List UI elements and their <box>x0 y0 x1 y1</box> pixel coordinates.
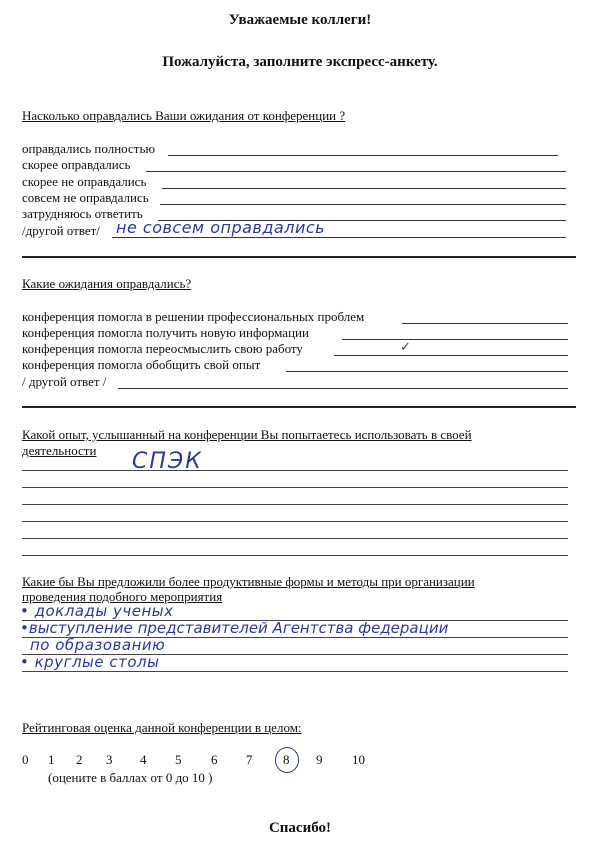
q2-option-1: конференция помогла в решении профессиональных проблем <box>22 309 365 324</box>
q1-title: Насколько оправдались Ваши ожидания от конференции ? <box>22 108 346 123</box>
q1-answer-line-2[interactable] <box>146 171 566 172</box>
section-divider-2 <box>22 406 576 408</box>
q2-answer-line-2[interactable] <box>342 339 568 340</box>
q3-answer-line-3[interactable] <box>22 504 568 505</box>
q4-answer-line-3[interactable] <box>22 654 568 655</box>
q4-answer-line-2[interactable] <box>22 637 568 638</box>
q2-option-3: конференция помогла переосмыслить свою работу <box>22 341 303 356</box>
rating-3[interactable]: 3 <box>106 752 113 767</box>
rating-9[interactable]: 9 <box>316 752 323 767</box>
rating-7[interactable]: 7 <box>246 752 253 767</box>
rating-0[interactable]: 0 <box>22 752 29 767</box>
q2-option-2: конференция помогла получить новую информации <box>22 325 309 340</box>
instruction-heading: Пожалуйста, заполните экспресс-анкету. <box>162 54 438 70</box>
rating-10[interactable]: 10 <box>352 752 365 767</box>
q4-answer-line-1[interactable] <box>22 620 568 621</box>
q1-option-6: /другой ответ/ <box>22 223 100 238</box>
q2-answer-line-1[interactable] <box>402 323 568 324</box>
rating-6[interactable]: 6 <box>211 752 218 767</box>
rating-8[interactable]: 8 <box>283 752 290 767</box>
q2-answer-line-3[interactable] <box>334 355 568 356</box>
q2-title: Какие ожидания оправдались? <box>22 276 192 291</box>
q3-answer-line-6[interactable] <box>22 555 568 556</box>
q1-option-4: совсем не оправдались <box>22 190 149 205</box>
rating-5[interactable]: 5 <box>175 752 182 767</box>
q2-option-5: / другой ответ / <box>22 374 107 389</box>
q1-option-3: скорее не оправдались <box>22 174 147 189</box>
q3-answer-line-2[interactable] <box>22 487 568 488</box>
q4-handwritten-line-1: • доклады ученых <box>20 602 174 620</box>
rating-4[interactable]: 4 <box>140 752 147 767</box>
greeting-heading: Уважаемые коллеги! <box>228 12 372 28</box>
q3-answer-line-4[interactable] <box>22 521 568 522</box>
rating-1[interactable]: 1 <box>48 752 55 767</box>
rating-hint: (оцените в баллах от 0 до 10 ) <box>48 770 213 785</box>
q1-answer-line-6[interactable] <box>112 237 566 238</box>
q1-handwritten-answer: не совсем оправдались <box>116 218 326 237</box>
q1-answer-line-3[interactable] <box>162 188 566 189</box>
q1-option-5: затрудняюсь ответить <box>22 206 143 221</box>
q3-title-line-1: Какой опыт, услышанный на конференции Вы попытаетесь использовать в своей <box>22 427 472 442</box>
q3-title-line-2: деятельности <box>22 443 97 458</box>
q1-answer-line-1[interactable] <box>168 155 558 156</box>
section-divider-1 <box>22 256 576 258</box>
q4-title-line-1: Какие бы Вы предложили более продуктивные формы и методы при организации <box>22 574 475 589</box>
q2-option-4: конференция помогла обобщить свой опыт <box>22 357 261 372</box>
q4-answer-line-4[interactable] <box>22 671 568 672</box>
q4-handwritten-line-3: по образованию <box>30 636 166 654</box>
rating-2[interactable]: 2 <box>76 752 83 767</box>
q3-handwritten-answer: СПЭК <box>132 449 203 474</box>
q2-check-mark: ✓ <box>400 340 411 355</box>
q1-option-1: оправдались полностью <box>22 141 156 156</box>
q1-option-2: скорее оправдались <box>22 157 131 172</box>
rating-selected-circle <box>275 747 299 773</box>
q3-answer-line-5[interactable] <box>22 538 568 539</box>
q5-title: Рейтинговая оценка данной конференции в целом: <box>22 720 302 735</box>
q4-title-line-2: проведения подобного мероприятия <box>22 589 223 604</box>
thanks-footer: Спасибо! <box>268 820 332 836</box>
q4-handwritten-line-2: •выступление представителей Агентства федерации <box>20 619 449 637</box>
q2-answer-line-5[interactable] <box>118 388 568 389</box>
q1-answer-line-4[interactable] <box>160 204 566 205</box>
q2-answer-line-4[interactable] <box>286 371 568 372</box>
q4-handwritten-line-4: • круглые столы <box>20 653 160 671</box>
q3-answer-line-1[interactable] <box>22 470 568 471</box>
